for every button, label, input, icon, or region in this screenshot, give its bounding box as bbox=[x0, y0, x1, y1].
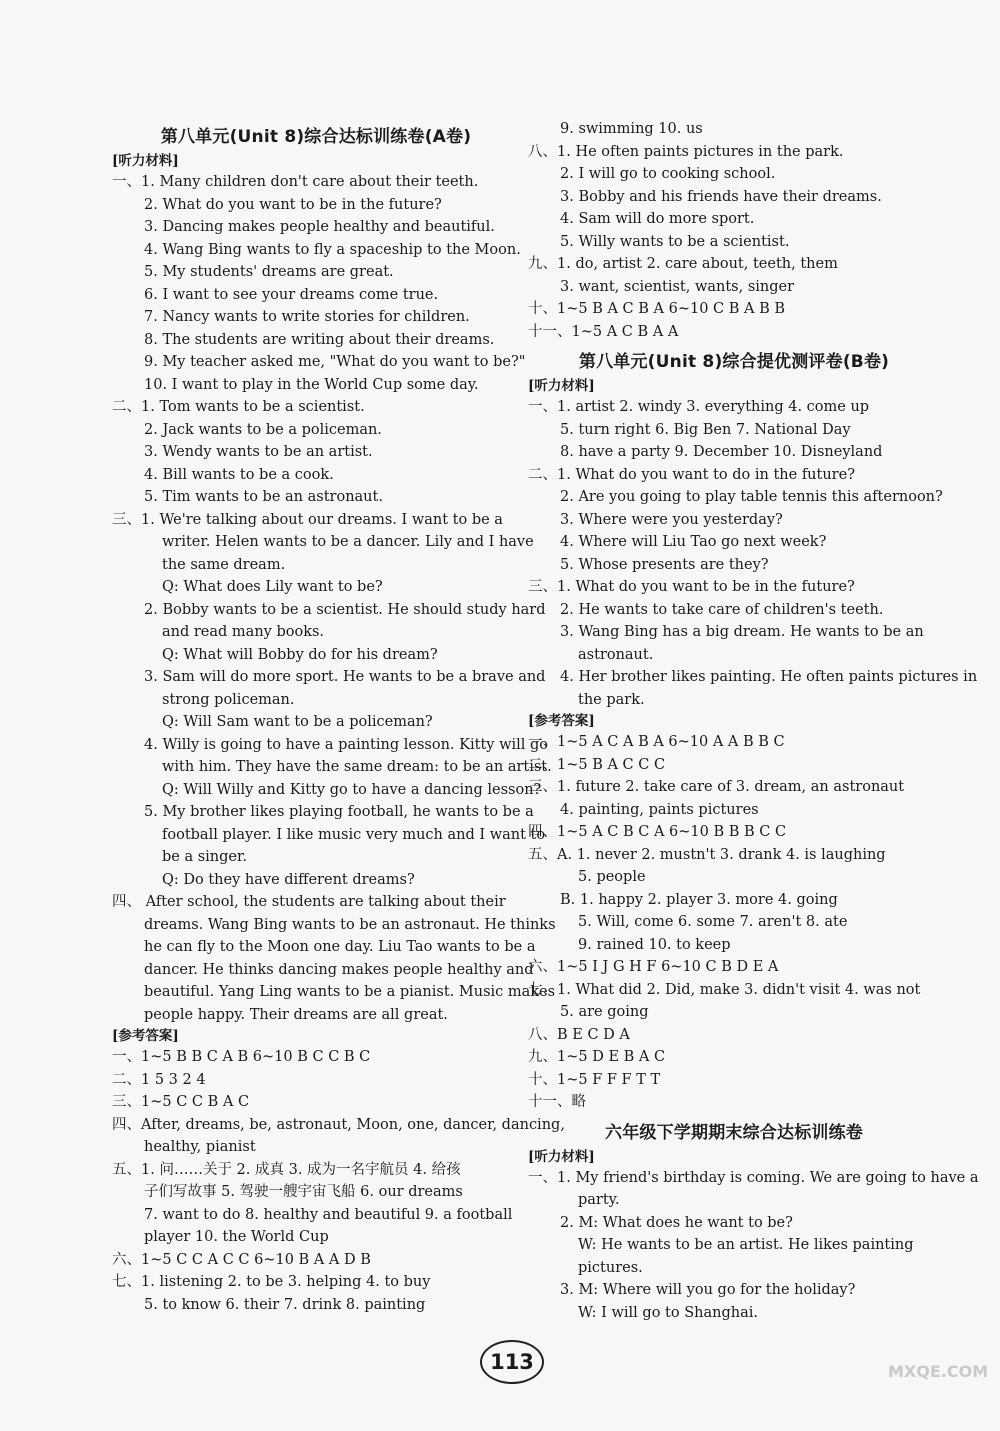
text-line: 9. rained 10. to keep bbox=[578, 936, 731, 953]
section-title: 六年级下学期期末综合达标训练卷 bbox=[605, 1122, 863, 1143]
text-line: astronaut. bbox=[578, 646, 654, 663]
text-line: 子们写故事 5. 驾驶一艘宇宙飞船 6. our dreams bbox=[144, 1184, 463, 1200]
text-line: 一、1. Many children don't care about their teeth. bbox=[112, 174, 479, 190]
text-line: 4. Sam will do more sport. bbox=[560, 211, 755, 227]
text-line: 4. Wang Bing wants to fly a spaceship to the Moon. bbox=[144, 241, 521, 258]
text-line: 5. Tim wants to be an astronaut. bbox=[144, 489, 383, 505]
text-line: 六、1~5 C C A C C 6~10 B A A D B bbox=[112, 1251, 371, 1268]
text-line: 七、1. What did 2. Did, make 3. didn't visit 4. was not bbox=[528, 981, 921, 998]
text-line: be a singer. bbox=[162, 849, 247, 865]
text-line: 二、1 5 3 2 4 bbox=[112, 1071, 206, 1088]
text-line: 2. Bobby wants to be a scientist. He should study hard bbox=[144, 601, 546, 618]
text-line: 9. swimming 10. us bbox=[560, 121, 703, 137]
text-line: the same dream. bbox=[162, 556, 286, 573]
text-line: 一、1. artist 2. windy 3. everything 4. come up bbox=[528, 399, 870, 415]
text-line: 八、1. He often paints pictures in the park. bbox=[528, 143, 844, 160]
text-line: player 10. the World Cup bbox=[144, 1229, 329, 1245]
text-line: Q: Will Willy and Kitty go to have a dancing lesson? bbox=[162, 781, 542, 798]
text-line: writer. Helen wants to be a dancer. Lily and I have bbox=[162, 534, 534, 550]
text-line: 4. Her brother likes painting. He often paints pictures in bbox=[560, 669, 978, 685]
text-line: 5. Whose presents are they? bbox=[560, 556, 769, 573]
text-line: 3. Dancing makes people healthy and beautiful. bbox=[144, 219, 495, 235]
section-title: 第八单元(Unit 8)综合提优测评卷(B卷) bbox=[578, 352, 890, 372]
page-number: 113 bbox=[480, 1340, 544, 1384]
text-line: 九、1~5 D E B A C bbox=[528, 1049, 666, 1065]
text-line: 5. are going bbox=[560, 1004, 649, 1020]
text-line: 二、1~5 B A C C C bbox=[528, 756, 666, 773]
text-line: 五、A. 1. never 2. mustn't 3. drank 4. is laughing bbox=[528, 846, 886, 863]
text-line: 3. Where were you yesterday? bbox=[560, 511, 783, 528]
text-line: 八、B E C D A bbox=[528, 1026, 630, 1043]
text-line: 二、1. Tom wants to be a scientist. bbox=[112, 399, 365, 415]
text-line: 3. M: Where will you go for the holiday? bbox=[560, 1282, 856, 1298]
text-line: 8. have a party 9. December 10. Disneyland bbox=[560, 444, 883, 460]
text-line: dancer. He thinks dancing makes people healthy and bbox=[144, 961, 534, 978]
text-line: people happy. Their dreams are all great. bbox=[144, 1006, 448, 1023]
text-line: 7. Nancy wants to write stories for children. bbox=[144, 309, 470, 325]
text-line: 三、1. future 2. take care of 3. dream, an astronaut bbox=[528, 779, 905, 795]
text-line: he can fly to the Moon one day. Liu Tao wants to be a bbox=[144, 939, 536, 955]
text-line: 四、1~5 A C B C A 6~10 B B B C C bbox=[528, 824, 787, 840]
text-line: 十、1~5 B A C B A 6~10 C B A B B bbox=[528, 301, 786, 317]
text-line: 5. to know 6. their 7. drink 8. painting bbox=[144, 1296, 426, 1313]
text-line: 二、1. What do you want to do in the future? bbox=[528, 466, 855, 483]
subsection-label: [听力材料] bbox=[112, 153, 179, 169]
text-line: 4. Bill wants to be a cook. bbox=[144, 466, 334, 483]
text-line: party. bbox=[578, 1192, 620, 1208]
text-line: 5. turn right 6. Big Ben 7. National Day bbox=[560, 421, 851, 438]
text-line: 2. What do you want to be in the future? bbox=[144, 196, 442, 213]
text-line: 五、1. 问……关于 2. 成真 3. 成为一名宇航员 4. 给孩 bbox=[112, 1161, 461, 1178]
text-line: 5. Will, come 6. some 7. aren't 8. ate bbox=[578, 914, 848, 930]
text-line: 一、1. My friend's birthday is coming. We are going to have a bbox=[528, 1169, 979, 1186]
text-line: 七、1. listening 2. to be 3. helping 4. to buy bbox=[112, 1274, 431, 1290]
text-line: dreams. Wang Bing wants to be an astronaut. He thinks bbox=[144, 916, 556, 933]
text-line: 2. I will go to cooking school. bbox=[560, 166, 776, 182]
text-line: B. 1. happy 2. player 3. more 4. going bbox=[560, 891, 838, 908]
text-line: 2. Are you going to play table tennis this afternoon? bbox=[560, 489, 943, 505]
text-line: 一、1~5 A C A B A 6~10 A A B B C bbox=[528, 734, 785, 750]
text-line: 7. want to do 8. healthy and beautiful 9. a football bbox=[144, 1206, 513, 1223]
text-line: 4. painting, paints pictures bbox=[560, 801, 759, 818]
text-line: beautiful. Yang Ling wants to be a pianist. Music makes bbox=[144, 984, 556, 1000]
text-line: with him. They have the same dream: to be an artist. bbox=[162, 759, 552, 775]
text-line: the park. bbox=[578, 691, 645, 708]
text-line: 3. Bobby and his friends have their dreams. bbox=[560, 188, 882, 205]
text-line: Q: What will Bobby do for his dream? bbox=[162, 646, 438, 663]
text-line: 3. Sam will do more sport. He wants to be a brave and bbox=[144, 669, 546, 685]
text-line: Q: Will Sam want to be a policeman? bbox=[162, 714, 433, 730]
text-line: strong policeman. bbox=[162, 691, 295, 708]
text-line: 一、1~5 B B C A B 6~10 B C C B C bbox=[112, 1049, 371, 1065]
text-line: 六、1~5 I J G H F 6~10 C B D E A bbox=[528, 959, 779, 975]
text-line: 6. I want to see your dreams come true. bbox=[144, 286, 439, 303]
text-line: 2. He wants to take care of children's teeth. bbox=[560, 601, 884, 618]
text-line: 十一、1~5 A C B A A bbox=[528, 323, 679, 340]
text-line: 10. I want to play in the World Cup some day. bbox=[144, 376, 479, 393]
text-line: Q: What does Lily want to be? bbox=[162, 579, 383, 595]
text-line: pictures. bbox=[578, 1259, 643, 1276]
text-line: 5. My brother likes playing football, he wants to be a bbox=[144, 804, 534, 820]
text-line: and read many books. bbox=[162, 624, 325, 640]
text-line: 三、1. What do you want to be in the future? bbox=[528, 579, 855, 595]
text-line: 九、1. do, artist 2. care about, teeth, them bbox=[528, 256, 838, 272]
subsection-label: [听力材料] bbox=[528, 378, 595, 394]
text-line: healthy, pianist bbox=[144, 1139, 256, 1155]
text-line: 8. The students are writing about their dreams. bbox=[144, 331, 495, 348]
text-line: 2. Jack wants to be a policeman. bbox=[144, 421, 382, 438]
text-line: W: He wants to be an artist. He likes painting bbox=[578, 1237, 914, 1253]
text-line: 四、After, dreams, be, astronaut, Moon, one, dancer, dancing, bbox=[112, 1116, 565, 1133]
text-line: 3. Wang Bing has a big dream. He wants to be an bbox=[560, 624, 924, 640]
right-column bbox=[528, 118, 979, 1324]
text-line: 十一、略 bbox=[528, 1094, 586, 1110]
text-line: Q: Do they have different dreams? bbox=[162, 871, 415, 888]
text-line: 3. Wendy wants to be an artist. bbox=[144, 444, 373, 460]
text-line: 十、1~5 F F F T T bbox=[528, 1071, 661, 1088]
text-line: football player. I like music very much and I want to bbox=[162, 826, 546, 843]
text-line: 5. people bbox=[578, 869, 646, 885]
text-line: 5. Willy wants to be a scientist. bbox=[560, 233, 790, 250]
text-line: 4. Where will Liu Tao go next week? bbox=[560, 534, 827, 550]
section-title: 第八单元(Unit 8)综合达标训练卷(A卷) bbox=[160, 127, 472, 147]
text-line: 9. My teacher asked me, "What do you want to be?" bbox=[144, 354, 526, 370]
text-line: 2. M: What does he want to be? bbox=[560, 1214, 793, 1231]
subsection-label: [参考答案] bbox=[528, 713, 595, 729]
text-line: 5. My students' dreams are great. bbox=[144, 264, 394, 280]
watermark-text: MXQE.COM bbox=[888, 1362, 989, 1381]
text-line: 4. Willy is going to have a painting lesson. Kitty will go bbox=[144, 736, 549, 753]
subsection-label: [听力材料] bbox=[528, 1148, 595, 1165]
text-line: W: I will go to Shanghai. bbox=[578, 1304, 758, 1321]
subsection-label: [参考答案] bbox=[112, 1028, 179, 1044]
text-line: 三、1. We're talking about our dreams. I want to be a bbox=[112, 511, 503, 528]
text-line: 四、 After school, the students are talking about their bbox=[112, 894, 506, 910]
text-line: 三、1~5 C C B A C bbox=[112, 1094, 250, 1110]
text-line: 3. want, scientist, wants, singer bbox=[560, 278, 795, 295]
